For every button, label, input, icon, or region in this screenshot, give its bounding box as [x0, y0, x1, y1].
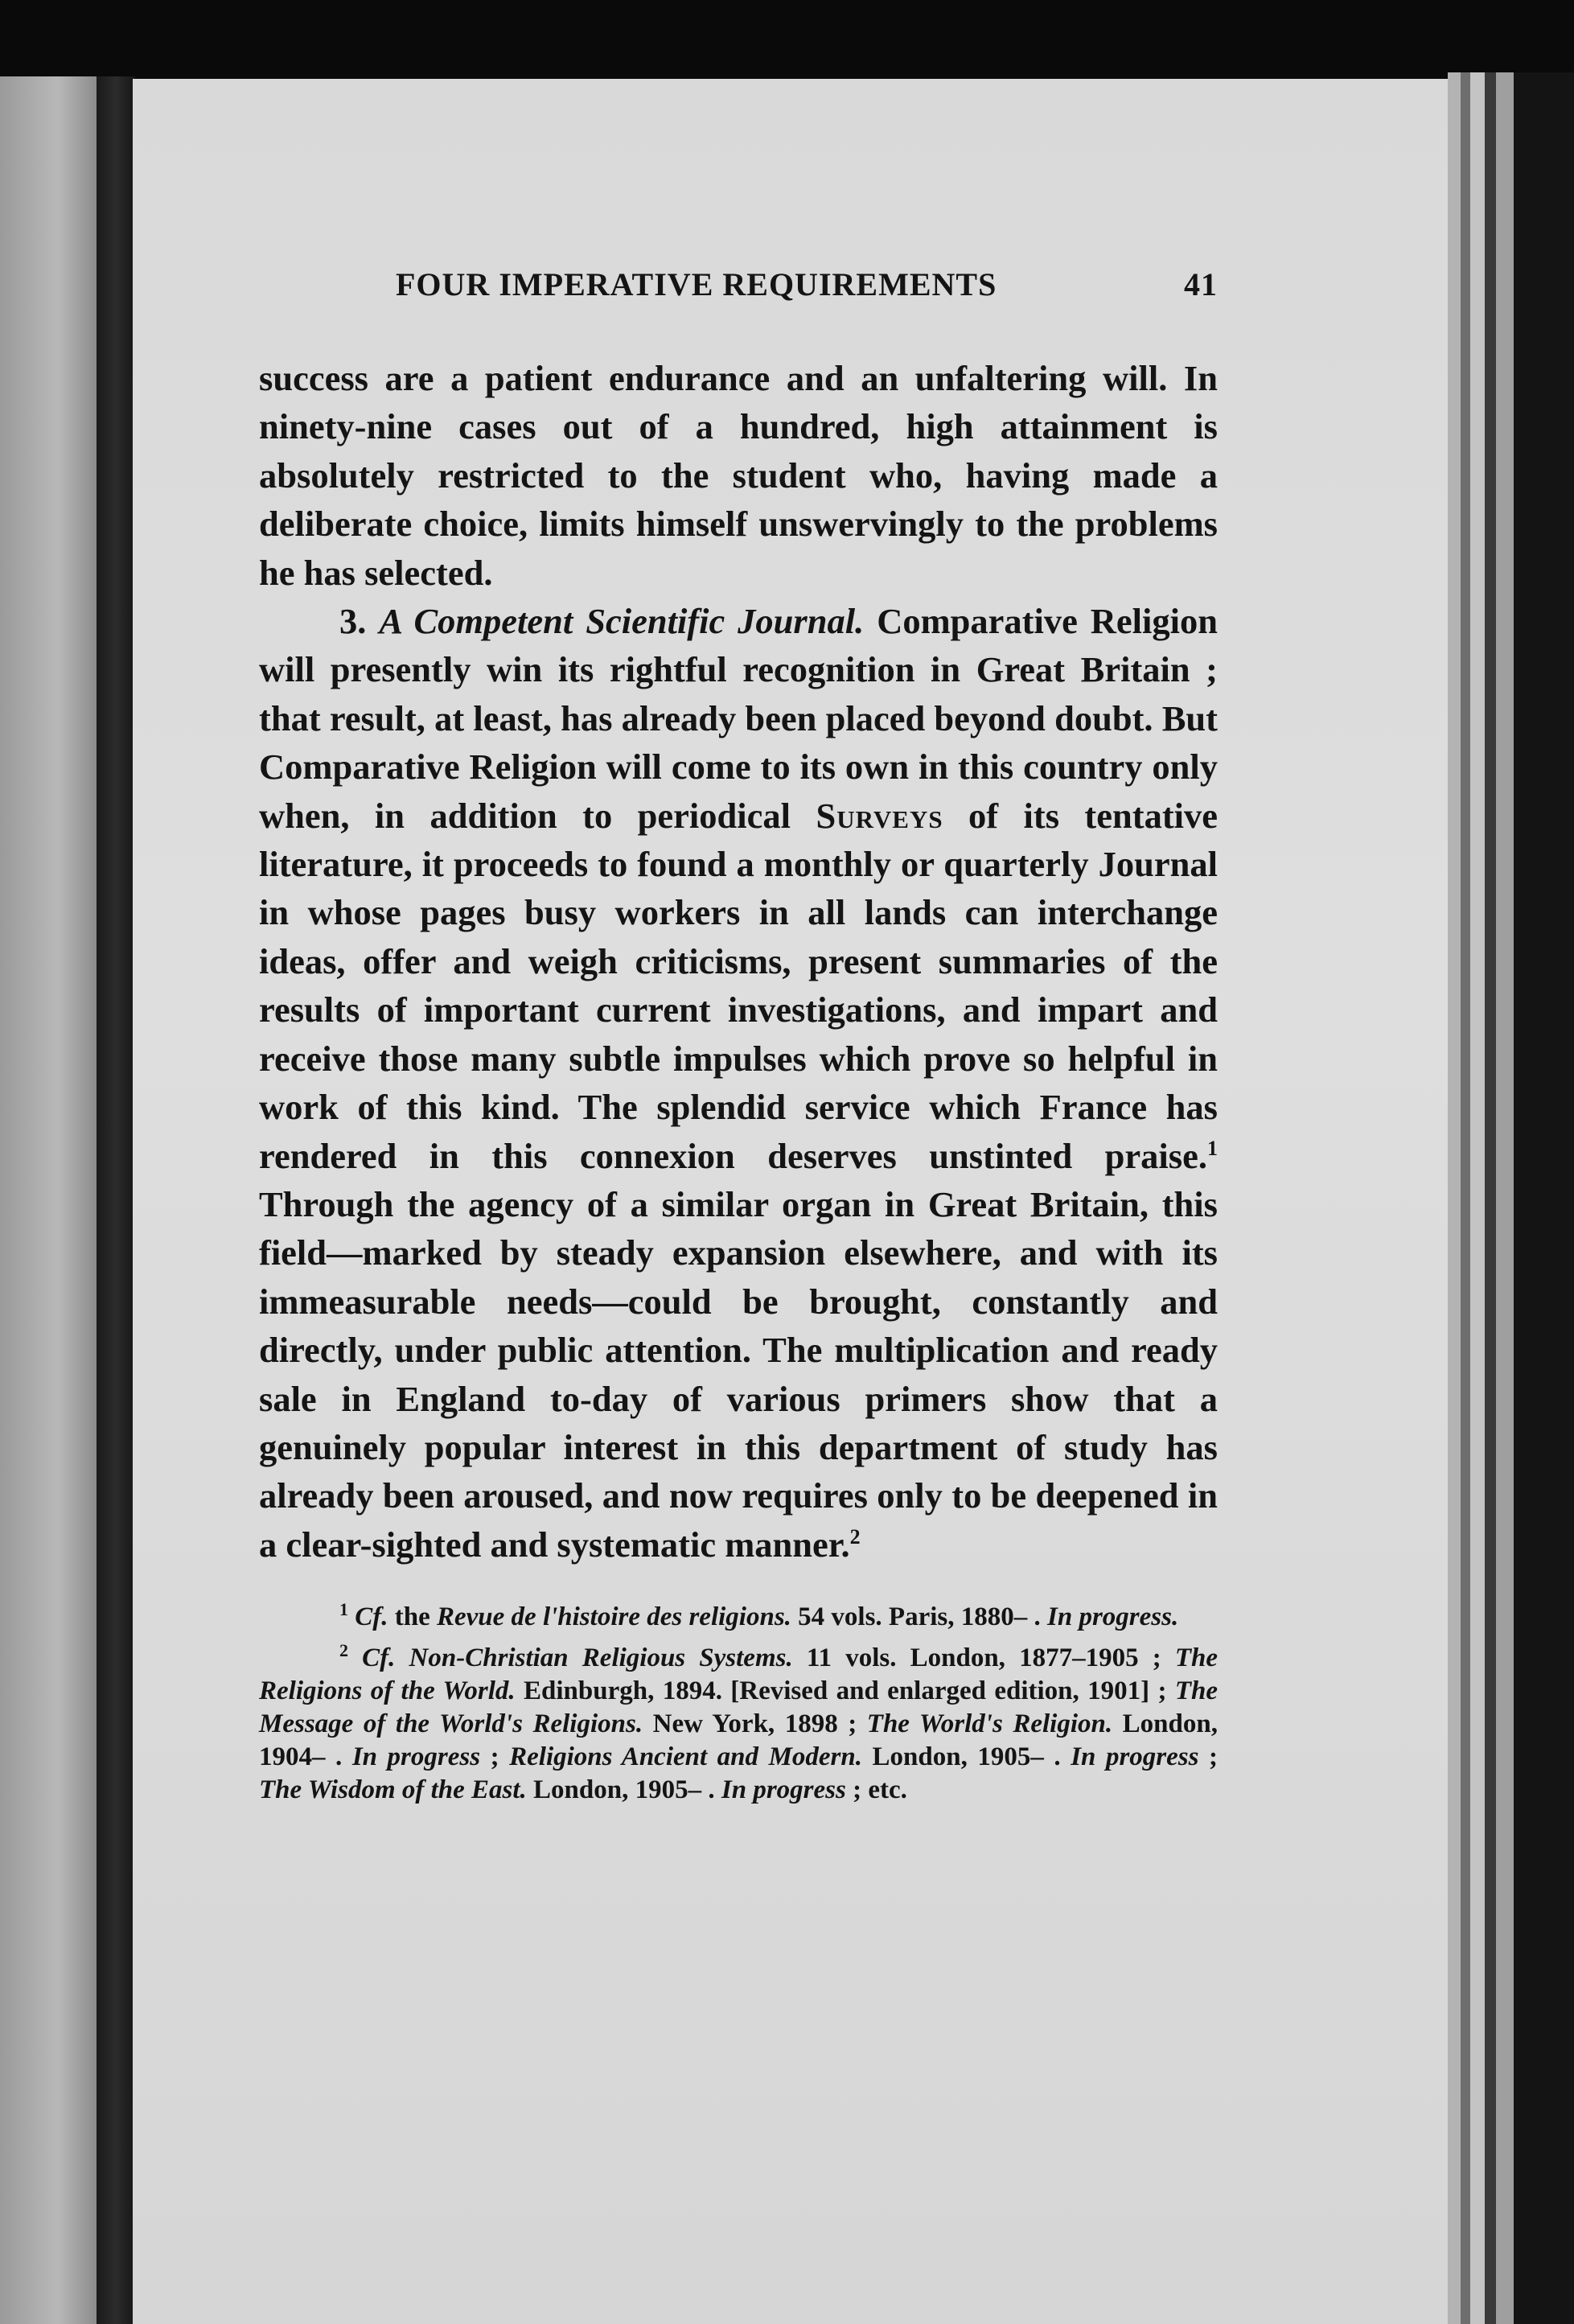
footnotes [259, 1593, 1218, 1807]
footnote-1 [259, 1593, 1218, 1634]
running-title: FOUR IMPERATIVE REQUIREMENTS [396, 266, 997, 302]
running-head [259, 265, 1218, 314]
page-number: 41 [1184, 266, 1218, 302]
footnote-cf: Cf. [355, 1602, 388, 1632]
footnote-text: 54 vols. Paris, 1880– . [791, 1602, 1047, 1632]
footnote-title: Revue de l'histoire des religions. [437, 1602, 791, 1632]
footnote-text: Edinburgh, 1894. [Revised and enlarged edition, 1901] ; [515, 1676, 1175, 1706]
footnote-title: The Wisdom of the East. [259, 1775, 527, 1805]
page-stack-edge [1496, 72, 1514, 2324]
footnote-progress: In progress. [1047, 1602, 1179, 1632]
paragraph-journal [259, 597, 1218, 1569]
footnote-marker: 1 [339, 1599, 348, 1620]
footnote-text: London, 1905– . [862, 1742, 1071, 1772]
footnote-text: 11 vols. London, 1877–1905 ; [792, 1643, 1175, 1673]
footnote-ref: 2 [849, 1524, 861, 1549]
paragraph-continuation: success are a patient endurance and an unfaltering will. In ninety-nine cases out of a hundred, high attainment is absolutely restricted to the student who, having made a deliberate choice, limits himself unswervingly to the problems he has selected. [259, 358, 1218, 593]
page-stack-edge [1485, 72, 1496, 2324]
book-gutter [97, 76, 135, 2324]
footnote-marker: 2 [339, 1640, 348, 1661]
footnote-title: The World's Religion. [866, 1709, 1113, 1739]
surveys-smallcaps: Surveys [816, 795, 943, 836]
footnote-progress: In progress [1071, 1742, 1199, 1772]
scan-background [1514, 72, 1574, 2324]
footnote-ref: 1 [1207, 1136, 1218, 1160]
footnote-2 [259, 1634, 1218, 1807]
page-text-block [259, 265, 1218, 1807]
footnote-title: Cf. Non-Christian Religious Systems. [362, 1643, 793, 1673]
footnote-text: London, 1904– . [259, 1709, 1218, 1772]
footnote-title: The Message of the World's Religions. [259, 1676, 1218, 1739]
facing-page-edge [0, 76, 97, 2324]
paragraph-text: of its tentative literature, it proceeds to found a monthly or quarterly Journal in whose pages busy workers in all lands can interchange ideas, offer and weigh criticisms, present summaries of the results of important current investigations, and impart and receive those many subtle impulses which prove so helpful in work of this kind. The splendid service which France has rendered in this connexion deserves unstinted praise. [259, 795, 1219, 1176]
footnote-progress: In progress [721, 1775, 846, 1805]
footnote-text: ; etc. [845, 1775, 907, 1805]
page-stack-edge [1461, 72, 1470, 2324]
footnote-text: ; [1198, 1742, 1218, 1772]
footnote-text: ; [480, 1742, 510, 1772]
footnote-progress: In progress [351, 1742, 481, 1772]
footnote-title: The Religions of the World. [259, 1643, 1219, 1706]
paragraph-text: Through the agency of a similar organ in Great Britain, this field—marked by steady expansion elsewhere, and with its immeasurable needs—could be brought, constantly and directly, under public attention. The multiplication and ready sale in England to-day of various primers show that a genuinely popular interest in this department of study has already been aroused, and now requires only to be deepened in a clear-sighted and systematic manner. [259, 1183, 1218, 1565]
paragraph-text: Comparative Religion will presently win its rightful recognition in Great Britain ; that result, at least, has already been placed beyond doubt. But Comparative Religion will come to its own in this country only when, in addition to periodical [259, 601, 1219, 836]
page-stack-edge [1470, 72, 1485, 2324]
footnote-text: New York, 1898 ; [643, 1709, 867, 1739]
footnote-text: the [388, 1602, 437, 1632]
section-number: 3. [339, 601, 367, 642]
section-heading: A Competent Scientific Journal. [379, 601, 865, 642]
footnote-text: London, 1905– . [526, 1775, 721, 1805]
page-stack-edge [1448, 72, 1461, 2324]
footnote-title: Religions Ancient and Modern. [509, 1742, 863, 1772]
body-text [259, 354, 1218, 1569]
